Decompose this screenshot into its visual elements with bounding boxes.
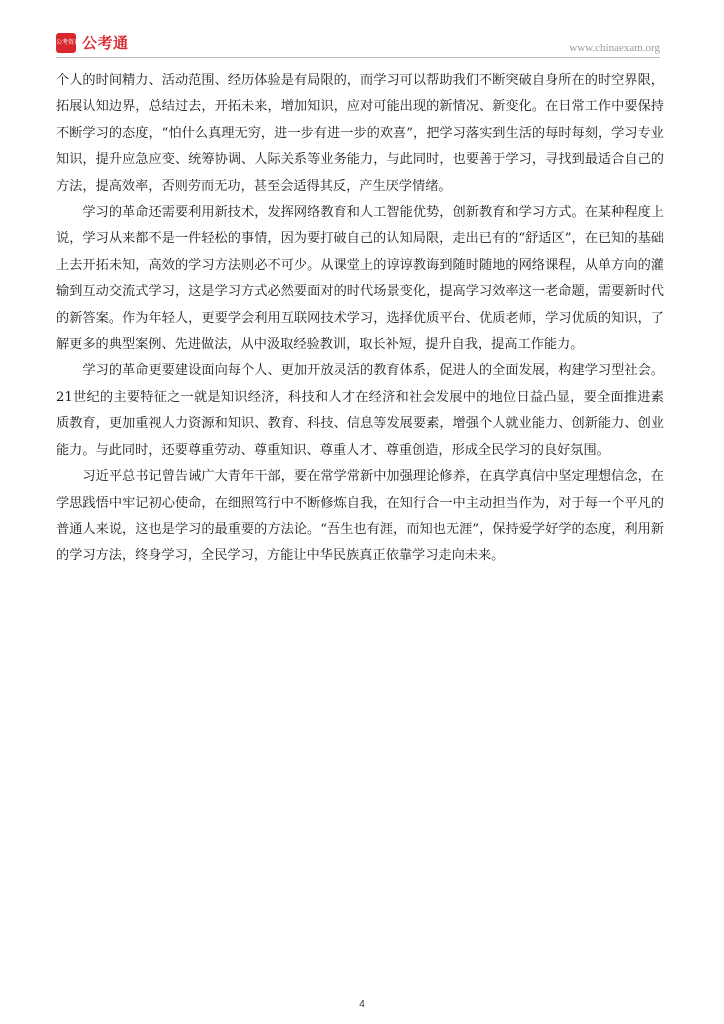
header-divider [56,57,660,58]
paragraph-3: 学习的革命更要建设面向每个人、更加开放灵活的教育体系，促进人的全面发展，构建学习型社会。21世纪的主要特征之一就是知识经济，科技和人才在经济和社会发展中的地位日益凸显，要全面推进素质教育，更加重视人力资源和知识、教育、科技、信息等发展要素，增强个人就业能力、创新能力、创业能力。与此同时，还要尊重劳动、尊重知识、尊重人才、尊重创造，形成全民学习的良好氛围。 [56,363,664,458]
logo-text: 公考通 [82,34,129,52]
site-url: www.chinaexam.org [569,42,660,54]
brand-logo[interactable] [56,32,129,53]
document-body [56,68,664,570]
paragraph-4: 习近平总书记曾告诫广大青年干部，要在常学常新中加强理论修养，在真学真信中坚定理想信念，在学思践悟中牢记初心使命，在细照笃行中不断修炼自我，在知行合一中主动担当作为，对于每一个平凡的普通人来说，这也是学习的最重要的方法论。“吾生也有涯，而知也无涯”，保持爱学好学的态度，利用新的学习方法，终身学习，全民学习，方能让中华民族真正依靠学习走向未来。 [56,469,664,564]
page-number: 4 [359,999,365,1010]
page-header [56,30,660,60]
paragraph-1: 个人的时间精力、活动范围、经历体验是有局限的，而学习可以帮助我们不断突破自身所在的时空界限，拓展认知边界，总结过去，开拓未来，增加知识，应对可能出现的新情况、新变化。在日常工作中要保持不断学习的态度，“怕什么真理无穷，进一步有进一步的欢喜”，把学习落实到生活的每时每刻，学习专业知识，提升应急应变、统筹协调、人际关系等业务能力，与此同时，也要善于学习，寻找到最适合自己的方法，提高效率，否则劳而无功，甚至会适得其反，产生厌学情绪。 [56,73,664,194]
logo-badge-icon: 公考资讯 [56,33,76,53]
paragraph-2: 学习的革命还需要利用新技术，发挥网络教育和人工智能优势，创新教育和学习方式。在某种程度上说，学习从来都不是一件轻松的事情，因为要打破自己的认知局限，走出已有的“舒适区”，在已知的基础上去开拓未知，高效的学习方法则必不可少。从课堂上的谆谆教诲到随时随地的网络课程，从单方向的灌输到互动交流式学习，这是学习方式必然要面对的时代场景变化，提高学习效率这一老命题，需要新时代的新答案。作为年轻人，更要学会利用互联网技术学习，选择优质平台、优质老师，学习优质的知识，了解更多的典型案例、先进做法，从中汲取经验教训，取长补短，提升自我，提高工作能力。 [56,205,664,353]
